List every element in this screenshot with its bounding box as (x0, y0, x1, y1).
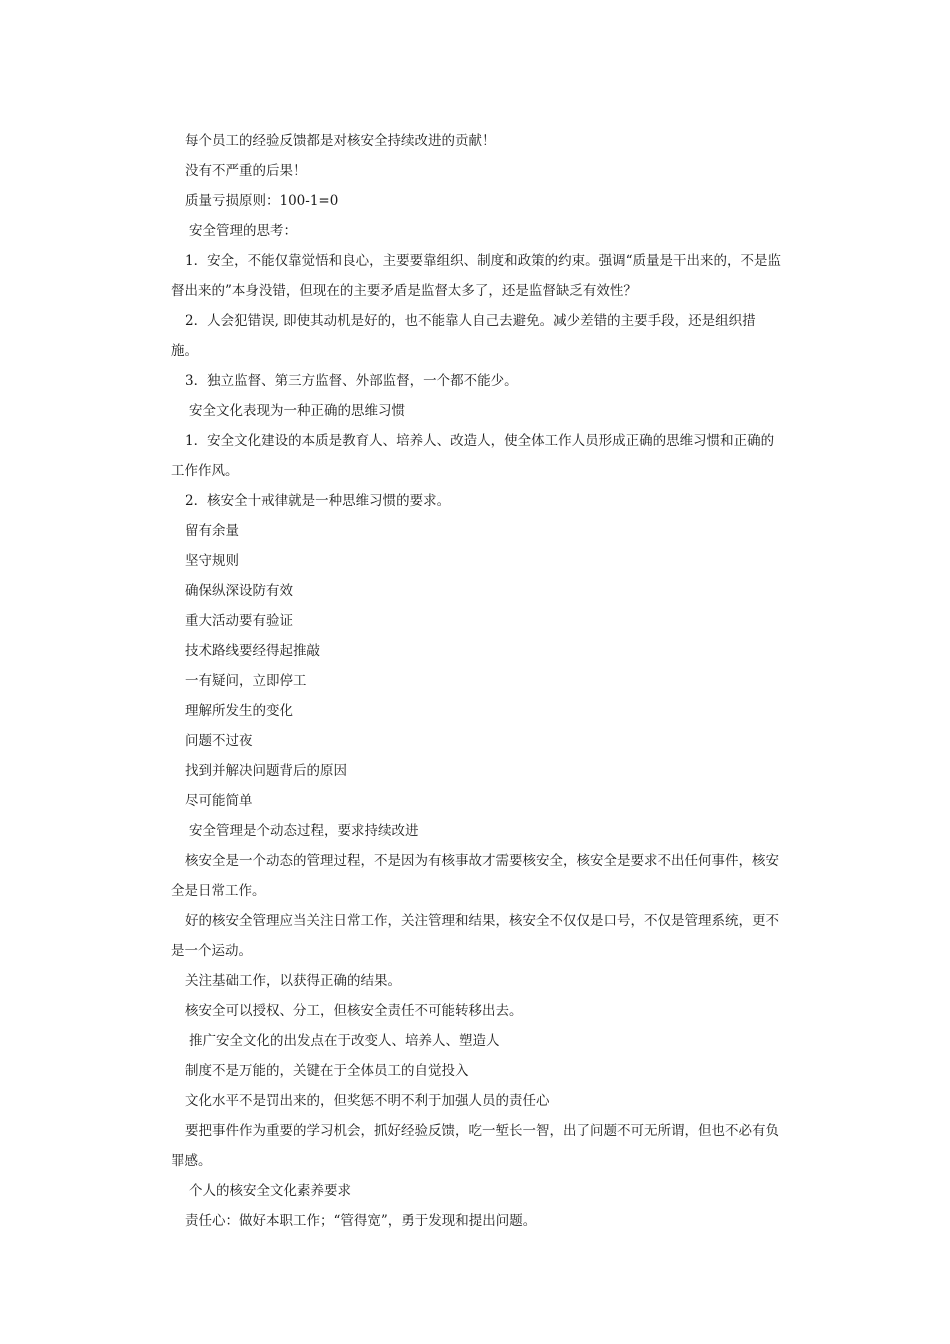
paragraph: 每个员工的经验反馈都是对核安全持续改进的贡献！ (185, 133, 496, 149)
paragraph: 一有疑问，立即停工 (185, 673, 307, 689)
paragraph: 制度不是万能的，关键在于全体员工的自觉投入 (185, 1063, 469, 1079)
document-body (171, 126, 782, 1236)
paragraph: 尽可能简单 (185, 793, 253, 809)
section-heading: 安全管理是个动态过程，要求持续改进 (189, 823, 419, 839)
paragraph: 没有不严重的后果！ (185, 163, 307, 179)
paragraph: 1．安全，不能仅靠觉悟和良心，主要要靠组织、制度和政策的约束。强调“质量是干出来的，不是监督出来的”本身没错，但现在的主要矛盾是监督太多了，还是监督缺乏有效性？ (171, 253, 781, 299)
section-heading: 安全文化表现为一种正确的思维习惯 (189, 403, 405, 419)
paragraph: 理解所发生的变化 (185, 703, 293, 719)
paragraph: 2．人会犯错误, 即使其动机是好的，也不能靠人自己去避免。减少差错的主要手段，还是组织措施。 (171, 313, 756, 359)
paragraph: 质量亏损原则：100-1=0 (185, 193, 339, 209)
paragraph: 坚守规则 (185, 553, 239, 569)
paragraph: 责任心：做好本职工作；“管得宽”，勇于发现和提出问题。 (185, 1213, 537, 1229)
paragraph: 确保纵深设防有效 (185, 583, 293, 599)
paragraph: 核安全是一个动态的管理过程，不是因为有核事故才需要核安全，核安全是要求不出任何事件，核安全是日常工作。 (171, 853, 779, 899)
paragraph: 要把事件作为重要的学习机会，抓好经验反馈，吃一堑长一智，出了问题不可无所谓，但也不必有负罪感。 (171, 1123, 779, 1169)
section-heading: 推广安全文化的出发点在于改变人、培养人、塑造人 (189, 1033, 500, 1049)
paragraph: 3．独立监督、第三方监督、外部监督，一个都不能少。 (185, 373, 518, 389)
section-heading: 安全管理的思考： (189, 223, 297, 239)
paragraph: 文化水平不是罚出来的，但奖惩不明不利于加强人员的责任心 (185, 1093, 550, 1109)
paragraph: 好的核安全管理应当关注日常工作，关注管理和结果，核安全不仅仅是口号，不仅是管理系统，更不是一个运动。 (171, 913, 779, 959)
paragraph: 关注基础工作，以获得正确的结果。 (185, 973, 401, 989)
paragraph: 留有余量 (185, 523, 239, 539)
section-heading: 个人的核安全文化素养要求 (189, 1183, 351, 1199)
paragraph: 1．安全文化建设的本质是教育人、培养人、改造人，使全体工作人员形成正确的思维习惯和正确的工作作风。 (171, 433, 775, 479)
paragraph: 问题不过夜 (185, 733, 253, 749)
paragraph: 2．核安全十戒律就是一种思维习惯的要求。 (185, 493, 451, 509)
paragraph: 核安全可以授权、分工，但核安全责任不可能转移出去。 (185, 1003, 523, 1019)
paragraph: 找到并解决问题背后的原因 (185, 763, 347, 779)
paragraph: 技术路线要经得起推敲 (185, 643, 320, 659)
paragraph: 重大活动要有验证 (185, 613, 293, 629)
